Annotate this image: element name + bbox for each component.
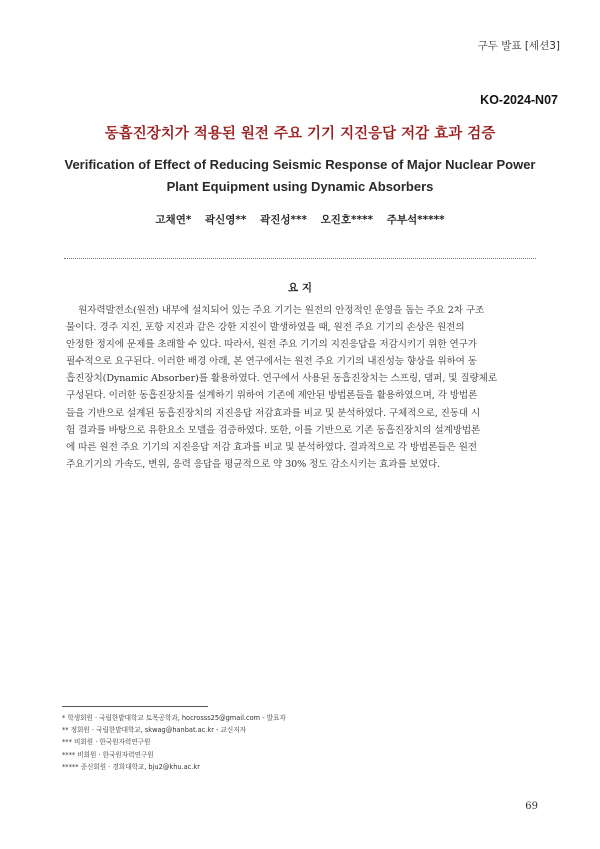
footnote-item: ** 정회원 · 국립한밭대학교, skwag@hanbat.ac.kr - 교신저자 [62,726,246,735]
footnote-item: * 학생회원 · 국립한밭대학교 토목공학과, hocrosss25@gmail.com - 발표자 [62,714,286,722]
author-3: 곽진성*** [260,214,307,226]
title-korean: 동흡진장치가 적용된 원전 주요 기기 지진응답 저감 효과 검증 [104,126,496,142]
abstract-line: 험 결과를 바탕으로 유한요소 모델을 검증하였다. 또한, 이를 기반으로 기존 동흡진장치의 설계방법론 [66,424,481,436]
abstract-line: 원자력발전소(원전) 내부에 설치되어 있는 주요 기기는 원전의 안정적인 운영을 돕는 주요 2차 구조 [78,305,485,316]
title-english: Verification of Effect of Reducing Seismic Response of Major Nuclear Power Plant Equipment using Dynamic Absorbers [64,157,536,194]
author-list [0,212,600,227]
abstract-heading: 요 지 [288,282,312,294]
footnote-item: **** 비회원 · 한국원자력연구원 [62,750,154,759]
abstract-line: 구성된다. 이러한 동흡진장치를 설계하기 위하여 기존에 제안된 방법론들을 활용하였으며, 각 방법론 [66,390,478,402]
abstract-line: 안정한 정지에 문제를 초래할 수 있다. 따라서, 원전 주요 기기의 지진응답을 저감시키기 위한 연구가 [66,339,477,351]
abstract-line: 들을 기반으로 설계된 동흡진장치의 지진응답 저감효과를 비교 및 분석하였다. 구체적으로, 진동대 시 [66,407,481,419]
footnote-divider [62,706,208,707]
author-1: 고채연* [155,214,192,226]
abstract-line: 필수적으로 요구된다. 이러한 배경 아래, 본 연구에서는 원전 주요 기기의 내진성능 향상을 위하여 동 [66,356,477,368]
abstract-line: 주요기기의 가속도, 변위, 응력 응답을 평균적으로 약 30% 정도 감소시키는 효과를 보였다. [66,458,441,470]
author-2: 곽신영** [204,214,247,226]
session-label: 구두 발표 [세션3] [477,40,560,52]
section-divider [64,258,536,259]
author-4: 오진호**** [320,214,374,226]
page-number: 69 [525,801,538,812]
abstract-line: 에 따른 원전 주요 기기의 지진응답 저감 효과를 비교 및 분석하였다. 결과적으로 각 방법론들은 원전 [66,441,477,453]
footnote-item: *** 비회원 · 한국원자력연구원 [62,738,151,747]
paper-id: KO-2024-N07 [480,93,558,107]
footnotes [62,712,286,773]
footnote-item: ***** 종신회원 · 경희대학교, bju2@khu.ac.kr [62,762,200,771]
abstract-body [66,302,532,473]
abstract-line: 흡진장치(Dynamic Absorber)를 활용하였다. 연구에서 사용된 동흡진장치는 스프링, 댐퍼, 및 질량체로 [66,373,498,385]
author-5: 주부석***** [386,214,445,226]
abstract-line: 물이다. 경주 지진, 포항 지진과 같은 강한 지진이 발생하였을 때, 원전 주요 기기의 손상은 원전의 [66,322,465,334]
